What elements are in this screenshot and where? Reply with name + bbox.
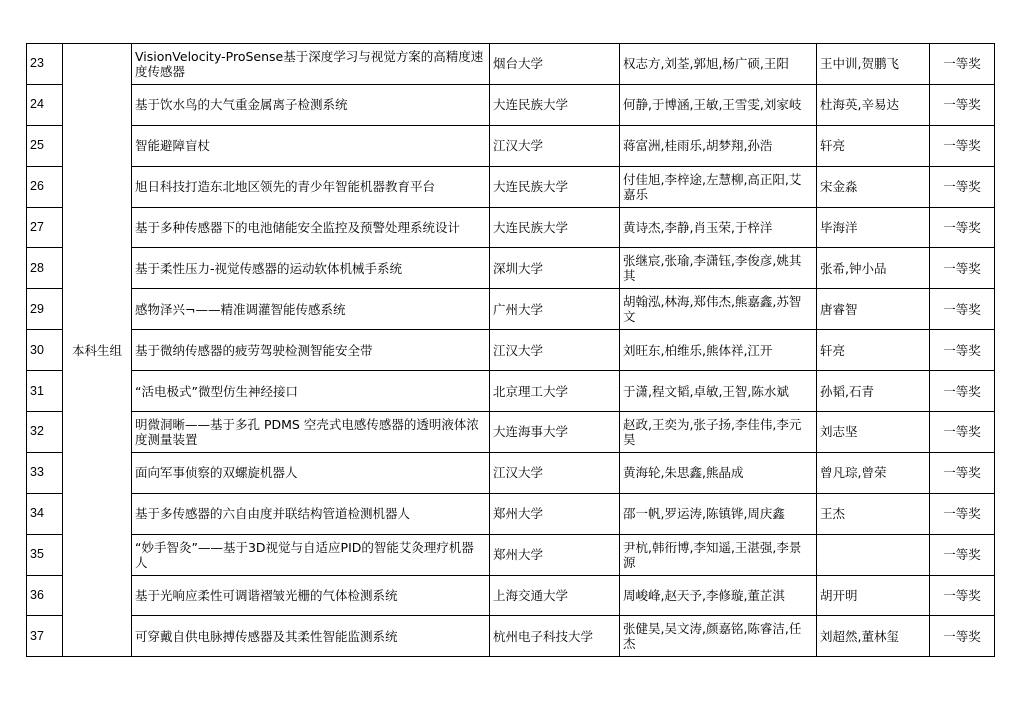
advisor-names: 杜海英,辛易达 [817, 84, 930, 125]
award-level: 一等奖 [930, 330, 995, 371]
table-row [27, 84, 995, 125]
advisor-names: 刘志坚 [817, 412, 930, 453]
advisor-names: 唐睿智 [817, 289, 930, 330]
award-level: 一等奖 [930, 166, 995, 207]
project-name: 基于多种传感器下的电池储能安全监控及预警处理系统设计 [132, 207, 490, 248]
project-name: 基于饮水鸟的大气重金属离子检测系统 [132, 84, 490, 125]
row-number: 26 [27, 166, 63, 207]
row-number: 34 [27, 493, 63, 534]
advisor-names: 轩亮 [817, 330, 930, 371]
table-row [27, 493, 995, 534]
project-name: 旭日科技打造东北地区领先的青少年智能机器教育平台 [132, 166, 490, 207]
award-level: 一等奖 [930, 575, 995, 616]
school-name: 江汉大学 [490, 330, 620, 371]
student-names: 周峻峰,赵天予,李修璇,董芷淇 [620, 575, 817, 616]
group-label: 本科生组 [63, 44, 132, 657]
project-name: 明微洞晰——基于多孔 PDMS 空壳式电感传感器的透明液体浓度测量装置 [132, 412, 490, 453]
table-row [27, 575, 995, 616]
row-number: 36 [27, 575, 63, 616]
project-name: 基于柔性压力-视觉传感器的运动软体机械手系统 [132, 248, 490, 289]
student-names: 胡翰泓,林海,郑伟杰,熊嘉鑫,苏智文 [620, 289, 817, 330]
school-name: 大连民族大学 [490, 207, 620, 248]
school-name: 郑州大学 [490, 493, 620, 534]
school-name: 杭州电子科技大学 [490, 616, 620, 657]
school-name: 江汉大学 [490, 125, 620, 166]
advisor-names: 刘超然,董林玺 [817, 616, 930, 657]
award-level: 一等奖 [930, 207, 995, 248]
row-number: 33 [27, 452, 63, 493]
school-name: 北京理工大学 [490, 371, 620, 412]
row-number: 30 [27, 330, 63, 371]
table-row [27, 412, 995, 453]
student-names: 于潇,程文韬,卓敏,王智,陈水斌 [620, 371, 817, 412]
award-level: 一等奖 [930, 616, 995, 657]
advisor-names: 孙韬,石青 [817, 371, 930, 412]
student-names: 蒋富洲,桂雨乐,胡梦翔,孙浩 [620, 125, 817, 166]
project-name: 感物泽兴¬——精准调灌智能传感系统 [132, 289, 490, 330]
project-name: “活电极式”微型仿生神经接口 [132, 371, 490, 412]
table-row [27, 452, 995, 493]
table-row [27, 289, 995, 330]
school-name: 广州大学 [490, 289, 620, 330]
row-number: 24 [27, 84, 63, 125]
award-level: 一等奖 [930, 289, 995, 330]
award-level: 一等奖 [930, 44, 995, 85]
project-name: VisionVelocity-ProSense基于深度学习与视觉方案的高精度速度传感器 [132, 44, 490, 85]
advisor-names: 轩亮 [817, 125, 930, 166]
awards-table [26, 43, 995, 657]
table-row [27, 125, 995, 166]
student-names: 何静,于博涵,王敏,王雪雯,刘家岐 [620, 84, 817, 125]
row-number: 31 [27, 371, 63, 412]
row-number: 37 [27, 616, 63, 657]
advisor-names [817, 534, 930, 575]
award-level: 一等奖 [930, 452, 995, 493]
school-name: 深圳大学 [490, 248, 620, 289]
student-names: 黄诗杰,李静,肖玉荣,于梓洋 [620, 207, 817, 248]
school-name: 大连民族大学 [490, 166, 620, 207]
project-name: 智能避障盲杖 [132, 125, 490, 166]
project-name: “妙手智灸”——基于3D视觉与自适应PID的智能艾灸理疗机器人 [132, 534, 490, 575]
advisor-names: 张希,钟小品 [817, 248, 930, 289]
school-name: 烟台大学 [490, 44, 620, 85]
school-name: 江汉大学 [490, 452, 620, 493]
award-level: 一等奖 [930, 412, 995, 453]
table-row [27, 330, 995, 371]
school-name: 上海交通大学 [490, 575, 620, 616]
row-number: 28 [27, 248, 63, 289]
award-level: 一等奖 [930, 125, 995, 166]
project-name: 基于多传感器的六自由度并联结构管道检测机器人 [132, 493, 490, 534]
advisor-names: 王中训,贺鹏飞 [817, 44, 930, 85]
school-name: 大连民族大学 [490, 84, 620, 125]
student-names: 赵政,王奕为,张子扬,李佳伟,李元昊 [620, 412, 817, 453]
project-name: 基于微纳传感器的疲劳驾驶检测智能安全带 [132, 330, 490, 371]
student-names: 邵一帆,罗运涛,陈镇铧,周庆鑫 [620, 493, 817, 534]
project-name: 基于光响应柔性可调谐褶皱光栅的气体检测系统 [132, 575, 490, 616]
row-number: 23 [27, 44, 63, 85]
award-level: 一等奖 [930, 534, 995, 575]
school-name: 郑州大学 [490, 534, 620, 575]
award-level: 一等奖 [930, 248, 995, 289]
row-number: 29 [27, 289, 63, 330]
table-row [27, 207, 995, 248]
advisor-names: 胡开明 [817, 575, 930, 616]
table-row [27, 166, 995, 207]
student-names: 张继宸,张瑜,李潇钰,李俊彦,姚其其 [620, 248, 817, 289]
student-names: 黄海轮,朱思鑫,熊晶成 [620, 452, 817, 493]
row-number: 32 [27, 412, 63, 453]
student-names: 付佳旭,李梓途,左慧柳,高正阳,艾嘉乐 [620, 166, 817, 207]
student-names: 张健昊,吴文涛,颜嘉铭,陈睿洁,任杰 [620, 616, 817, 657]
advisor-names: 王杰 [817, 493, 930, 534]
school-name: 大连海事大学 [490, 412, 620, 453]
advisor-names: 宋金淼 [817, 166, 930, 207]
project-name: 面向军事侦察的双螺旋机器人 [132, 452, 490, 493]
advisor-names: 曾凡琮,曾荣 [817, 452, 930, 493]
award-level: 一等奖 [930, 493, 995, 534]
advisor-names: 毕海洋 [817, 207, 930, 248]
student-names: 尹杭,韩衎博,李知遥,王湛强,李景源 [620, 534, 817, 575]
table-row [27, 248, 995, 289]
table-row [27, 534, 995, 575]
row-number: 25 [27, 125, 63, 166]
row-number: 27 [27, 207, 63, 248]
table-row [27, 44, 995, 85]
student-names: 刘旺东,柏维乐,熊体祥,江开 [620, 330, 817, 371]
student-names: 权志方,刘荃,郭旭,杨广硕,王阳 [620, 44, 817, 85]
row-number: 35 [27, 534, 63, 575]
award-level: 一等奖 [930, 371, 995, 412]
project-name: 可穿戴自供电脉搏传感器及其柔性智能监测系统 [132, 616, 490, 657]
awards-table-body [27, 44, 995, 657]
award-level: 一等奖 [930, 84, 995, 125]
table-row [27, 371, 995, 412]
table-row [27, 616, 995, 657]
